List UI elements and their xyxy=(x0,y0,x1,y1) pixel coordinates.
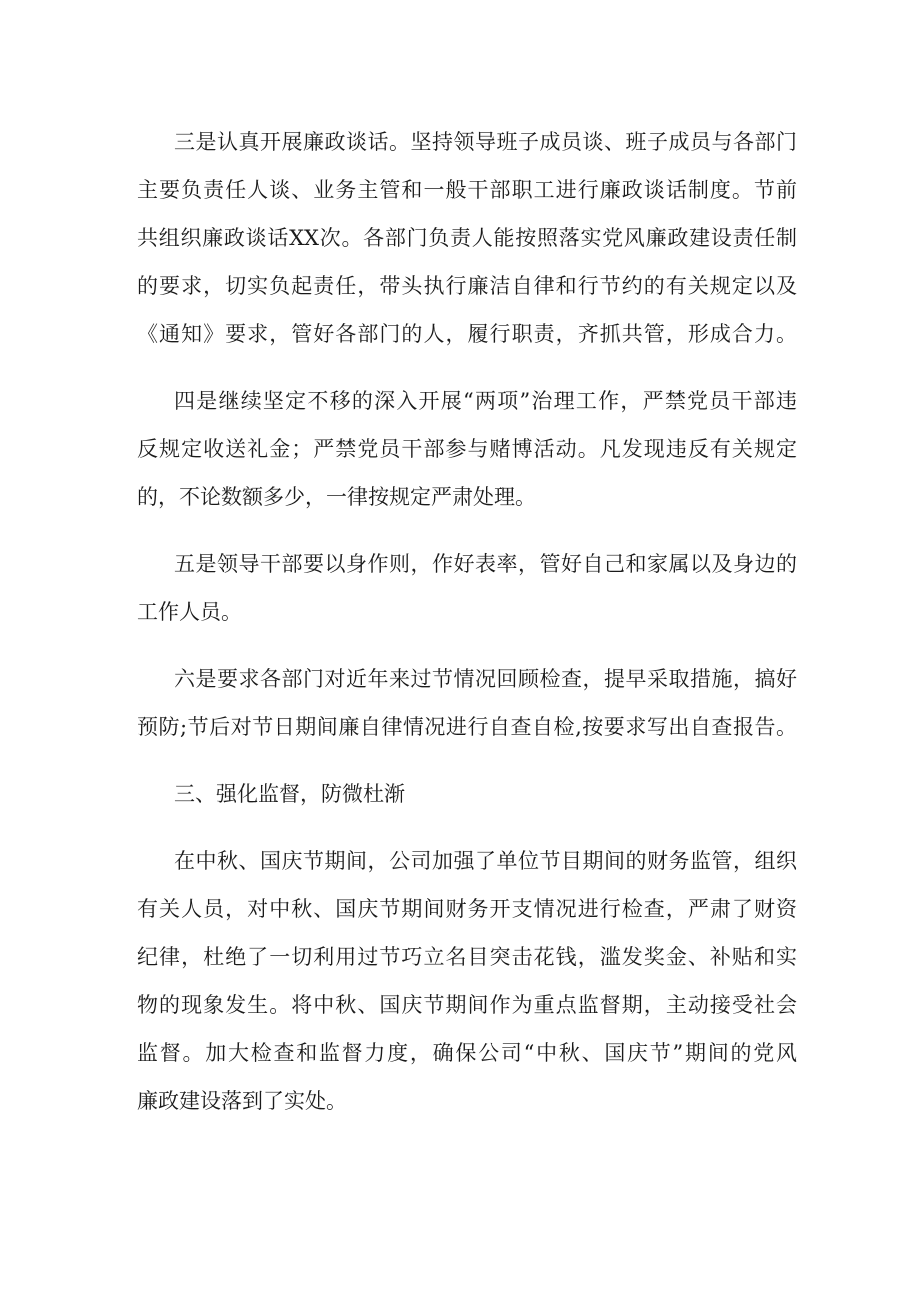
section-title: 三、强化监督，防微杜渐 xyxy=(174,782,405,806)
text-line: 共组织廉政谈话XX次。各部门负责人能按照落实党风廉政建设责任制 xyxy=(137,226,797,250)
text-line: 六是要求各部门对近年来过节情况回顾检查，提早采取措施，搞好 xyxy=(174,667,797,691)
text-line: 三是认真开展廉政谈话。坚持领导班子成员谈、班子成员与各部门 xyxy=(174,130,797,154)
text-line: 五是领导干部要以身作则，作好表率，管好自己和家属以及身边的 xyxy=(174,552,797,576)
text-line: 的要求，切实负起责任，带头执行廉洁自律和行节约的有关规定以及 xyxy=(137,274,797,298)
text-line: 纪律，杜绝了一切利用过节巧立名目突击花钱，滥发奖金、补贴和实 xyxy=(137,945,797,969)
text-line: 的，不论数额多少，一律按规定严肃处理。 xyxy=(137,485,536,509)
text-line: 《通知》要求，管好各部门的人，履行职责，齐抓共管，形成合力。 xyxy=(137,322,797,346)
text-line: 主要负责任人谈、业务主管和一般干部职工进行廉政谈话制度。节前 xyxy=(137,178,797,202)
text-line: 四是继续坚定不移的深入开展“两项”治理工作，严禁党员干部违 xyxy=(174,389,797,413)
text-line: 有关人员，对中秋、国庆节期间财务开支情况进行检查，严肃了财资 xyxy=(137,897,797,921)
text-line: 反规定收送礼金；严禁党员干部参与赌博活动。凡发现违反有关规定 xyxy=(137,437,797,461)
text-line: 在中秋、国庆节期间，公司加强了单位节目期间的财务监管，组织 xyxy=(174,849,797,873)
text-line: 廉政建设落到了实处。 xyxy=(137,1089,347,1113)
text-line: 工作人员。 xyxy=(137,600,242,624)
text-line: 监督。加大检查和监督力度，确保公司“中秋、国庆节”期间的党风 xyxy=(137,1041,797,1065)
text-line: 物的现象发生。将中秋、国庆节期间作为重点监督期，主动接受社会 xyxy=(137,993,797,1017)
text-line: 预防;节后对节日期间廉自律情况进行自查自检,按要求写出自查报告。 xyxy=(137,715,797,739)
